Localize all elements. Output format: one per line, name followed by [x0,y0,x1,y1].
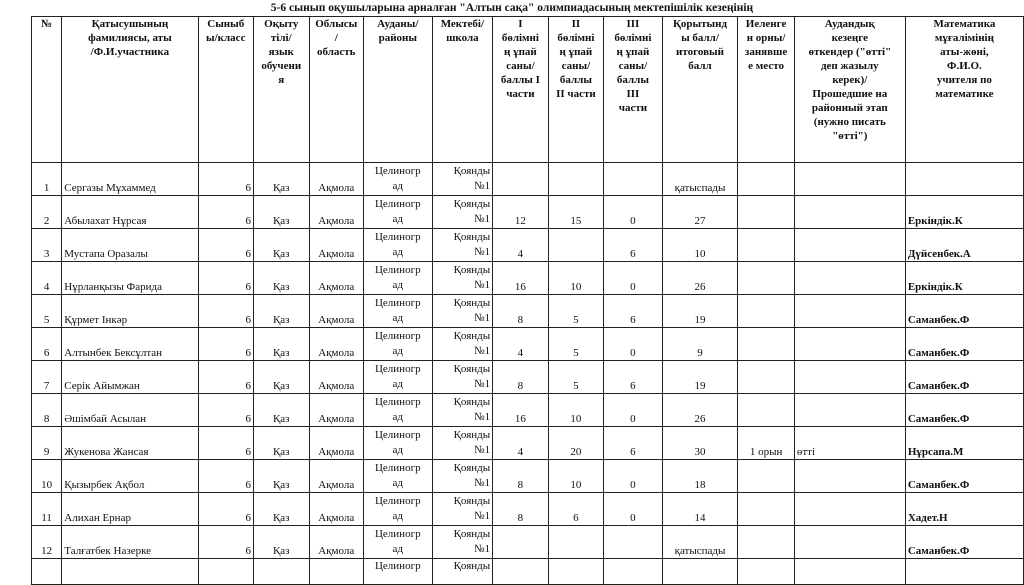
cell-place [738,295,795,328]
cell-district: Целиногр ад [363,229,432,262]
header-number: № [32,17,62,163]
cell-teacher [905,559,1023,585]
cell-part-2: 5 [548,361,604,394]
cell-number: 4 [32,262,62,295]
cell-language [254,559,310,585]
cell-school: Қоянды №1 [432,295,493,328]
cell-part-1: 4 [493,427,549,460]
cell-total: қатыспады [662,526,738,559]
cell-school: Қоянды №1 [432,427,493,460]
cell-grade: 6 [198,526,254,559]
cell-grade: 6 [198,196,254,229]
cell-participant: Алихан Ернар [62,493,198,526]
cell-part-1 [493,163,549,196]
cell-passed [794,361,905,394]
cell-part-1: 4 [493,229,549,262]
cell-district: Целиногр ад [363,163,432,196]
cell-teacher: Саманбек.Ф [905,394,1023,427]
cell-part-1: 4 [493,328,549,361]
header-language: Оқыту тілі/ язык обучени я [254,17,310,163]
header-total: Қорытынд ы балл/ итоговый балл [662,17,738,163]
cell-region: Ақмола [309,526,363,559]
cell-region: Ақмола [309,493,363,526]
cell-language: Қаз [254,361,310,394]
cell-passed [794,526,905,559]
cell-passed [794,394,905,427]
table-row [32,328,1024,361]
cell-region: Ақмола [309,328,363,361]
cell-number: 7 [32,361,62,394]
cell-grade [198,559,254,585]
cell-part-2: 20 [548,427,604,460]
cell-number: 9 [32,427,62,460]
cell-district: Целиногр ад [363,328,432,361]
cell-participant: Нұрланқызы Фарида [62,262,198,295]
cell-teacher: Еркіндік.К [905,196,1023,229]
table-row-partial [32,559,1024,585]
cell-school: Қоянды №1 [432,328,493,361]
cell-part-3: 6 [604,229,663,262]
cell-teacher: Саманбек.Ф [905,328,1023,361]
cell-number: 6 [32,328,62,361]
cell-part-2: 5 [548,295,604,328]
cell-part-2 [548,163,604,196]
header-school: Мектебі/ школа [432,17,493,163]
cell-part-3: 0 [604,196,663,229]
cell-part-3 [604,526,663,559]
table-row [32,427,1024,460]
table-row [32,295,1024,328]
cell-total [662,559,738,585]
cell-participant: Сергазы Мұхаммед [62,163,198,196]
cell-region: Ақмола [309,196,363,229]
cell-participant: Серік Айымжан [62,361,198,394]
header-place: Иеленге н орны/ занявше е место [738,17,795,163]
cell-total: 19 [662,295,738,328]
cell-region [309,559,363,585]
cell-region: Ақмола [309,295,363,328]
cell-place [738,361,795,394]
cell-region: Ақмола [309,460,363,493]
cell-part-1: 8 [493,361,549,394]
cell-place [738,394,795,427]
cell-school: Қоянды №1 [432,394,493,427]
cell-passed [794,460,905,493]
cell-place [738,559,795,585]
cell-part-1 [493,559,549,585]
cell-teacher [905,163,1023,196]
cell-part-2: 5 [548,328,604,361]
header-part-2: II бөлімні ң ұпай саны/ баллы II части [548,17,604,163]
cell-participant: Жукенова Жансая [62,427,198,460]
cell-part-1: 8 [493,295,549,328]
cell-place [738,460,795,493]
cell-grade: 6 [198,361,254,394]
cell-language: Қаз [254,427,310,460]
cell-passed [794,559,905,585]
cell-part-3: 0 [604,460,663,493]
cell-participant: Талғатбек Назерке [62,526,198,559]
cell-district: Целиногр [363,559,432,585]
cell-number: 1 [32,163,62,196]
cell-region: Ақмола [309,163,363,196]
cell-district: Целиногр ад [363,493,432,526]
table-row [32,163,1024,196]
table-row [32,196,1024,229]
cell-place [738,493,795,526]
cell-participant: Құрмет Інкәр [62,295,198,328]
cell-district: Целиногр ад [363,427,432,460]
cell-region: Ақмола [309,361,363,394]
cell-teacher: Саманбек.Ф [905,361,1023,394]
cell-school: Қоянды [432,559,493,585]
cell-number: 10 [32,460,62,493]
cell-total: 10 [662,229,738,262]
cell-part-2: 10 [548,460,604,493]
cell-school: Қоянды №1 [432,493,493,526]
cell-grade: 6 [198,493,254,526]
cell-passed [794,163,905,196]
cell-participant: Абылахат Нұрсая [62,196,198,229]
cell-passed [794,295,905,328]
cell-part-3 [604,163,663,196]
cell-teacher: Саманбек.Ф [905,295,1023,328]
cell-grade: 6 [198,262,254,295]
cell-participant: Алтынбек Бексұлтан [62,328,198,361]
table-row [32,526,1024,559]
cell-language: Қаз [254,196,310,229]
cell-number: 3 [32,229,62,262]
cell-part-2 [548,526,604,559]
cell-part-3: 6 [604,427,663,460]
cell-number: 5 [32,295,62,328]
cell-part-3: 0 [604,328,663,361]
cell-part-2 [548,229,604,262]
cell-teacher: Хадет.Н [905,493,1023,526]
cell-passed [794,229,905,262]
cell-part-2: 10 [548,394,604,427]
cell-place [738,526,795,559]
cell-district: Целиногр ад [363,196,432,229]
cell-school: Қоянды №1 [432,163,493,196]
cell-part-2 [548,559,604,585]
cell-total: 26 [662,262,738,295]
cell-grade: 6 [198,295,254,328]
cell-part-3: 6 [604,295,663,328]
cell-part-1: 16 [493,394,549,427]
cell-place [738,229,795,262]
table-row [32,229,1024,262]
cell-part-2: 6 [548,493,604,526]
cell-participant: Қызырбек Ақбол [62,460,198,493]
cell-district: Целиногр ад [363,526,432,559]
cell-part-3: 0 [604,394,663,427]
cell-district: Целиногр ад [363,295,432,328]
cell-part-3: 6 [604,361,663,394]
cell-total: 27 [662,196,738,229]
table-row [32,460,1024,493]
header-teacher: Математика мұғалімінің аты-жөні, Ф.И.О. учителя по математике [905,17,1023,163]
header-row [32,17,1024,163]
cell-language: Қаз [254,229,310,262]
cell-participant: Әшімбай Асылан [62,394,198,427]
cell-grade: 6 [198,229,254,262]
cell-place [738,163,795,196]
cell-part-2: 10 [548,262,604,295]
cell-total: 26 [662,394,738,427]
cell-number [32,559,62,585]
cell-passed: өтті [794,427,905,460]
cell-total: 30 [662,427,738,460]
header-part-3: III бөлімні ң ұпай саны/ баллы III части [604,17,663,163]
header-district: Ауданы/ районы [363,17,432,163]
cell-language: Қаз [254,328,310,361]
header-passed: Аудандық кезеңге өткендер ("өтті" деп жазылу керек)/ Прошедшие на районный этап (нужно писать "өтті") [794,17,905,163]
header-region: Облысы / область [309,17,363,163]
cell-region: Ақмола [309,394,363,427]
header-participant: Қатысушының фамилиясы, аты /Ф.И.участника [62,17,198,163]
cell-district: Целиногр ад [363,361,432,394]
cell-part-1 [493,526,549,559]
cell-total: 9 [662,328,738,361]
cell-school: Қоянды №1 [432,460,493,493]
cell-number: 8 [32,394,62,427]
cell-grade: 6 [198,163,254,196]
cell-passed [794,196,905,229]
cell-school: Қоянды №1 [432,526,493,559]
cell-participant [62,559,198,585]
cell-number: 2 [32,196,62,229]
cell-place [738,196,795,229]
table-row [32,493,1024,526]
cell-teacher: Саманбек.Ф [905,526,1023,559]
cell-region: Ақмола [309,262,363,295]
cell-total: 14 [662,493,738,526]
cell-total: 18 [662,460,738,493]
cell-part-3: 0 [604,262,663,295]
cell-teacher: Нұрсапа.М [905,427,1023,460]
cell-part-1: 12 [493,196,549,229]
cell-passed [794,262,905,295]
cell-teacher: Саманбек.Ф [905,460,1023,493]
cell-number: 11 [32,493,62,526]
cell-language: Қаз [254,526,310,559]
cell-place [738,262,795,295]
table-row [32,262,1024,295]
cell-total: қатыспады [662,163,738,196]
cell-language: Қаз [254,493,310,526]
header-grade: Сыныб ы/класс [198,17,254,163]
header-part-1: I бөлімні ң ұпай саны/ баллы I части [493,17,549,163]
cell-place [738,328,795,361]
cell-teacher: Дүйсенбек.А [905,229,1023,262]
cell-district: Целиногр ад [363,394,432,427]
cell-part-1: 8 [493,460,549,493]
cell-language: Қаз [254,295,310,328]
cell-part-3: 0 [604,493,663,526]
cell-district: Целиногр ад [363,460,432,493]
table-row [32,361,1024,394]
cell-total: 19 [662,361,738,394]
cell-school: Қоянды №1 [432,196,493,229]
cell-part-3 [604,559,663,585]
table-row [32,394,1024,427]
results-table [31,16,1024,585]
cell-district: Целиногр ад [363,262,432,295]
cell-number: 12 [32,526,62,559]
cell-grade: 6 [198,394,254,427]
cell-language: Қаз [254,394,310,427]
cell-language: Қаз [254,163,310,196]
cell-passed [794,328,905,361]
document-title: 5-6 сынып оқушыларына арналған "Алтын сақа" олимпиадасының мектепішілік кезеңінің [270,2,754,14]
cell-grade: 6 [198,427,254,460]
cell-language: Қаз [254,460,310,493]
cell-passed [794,493,905,526]
cell-grade: 6 [198,460,254,493]
cell-part-2: 15 [548,196,604,229]
cell-part-1: 8 [493,493,549,526]
cell-region: Ақмола [309,229,363,262]
cell-part-1: 16 [493,262,549,295]
cell-region: Ақмола [309,427,363,460]
cell-school: Қоянды №1 [432,229,493,262]
cell-language: Қаз [254,262,310,295]
cell-participant: Мустапа Оразалы [62,229,198,262]
cell-place: 1 орын [738,427,795,460]
cell-teacher: Еркіндік.К [905,262,1023,295]
cell-grade: 6 [198,328,254,361]
cell-school: Қоянды №1 [432,262,493,295]
cell-school: Қоянды №1 [432,361,493,394]
